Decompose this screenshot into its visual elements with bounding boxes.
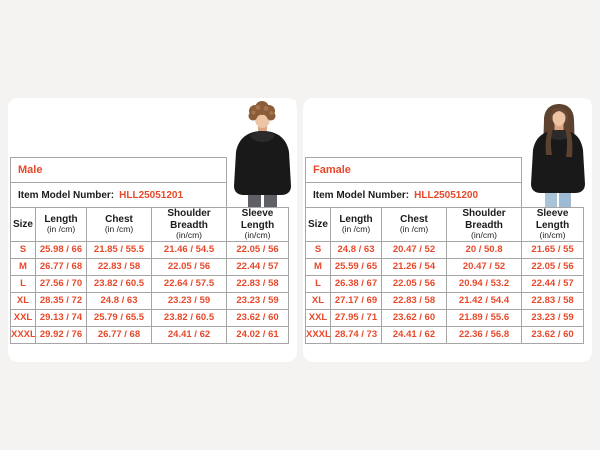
size-cell: XXXL xyxy=(11,326,36,343)
measurement-cell: 26.38 / 67 xyxy=(331,275,382,292)
size-row-m xyxy=(11,258,289,275)
measurement-cell: 21.26 / 54 xyxy=(382,258,447,275)
female-model-figure-icon xyxy=(523,100,591,207)
female-model-image xyxy=(523,100,591,207)
measurement-cell: 22.83 / 58 xyxy=(382,292,447,309)
item-model-number xyxy=(306,183,522,208)
measurement-cell: 21.65 / 55 xyxy=(522,241,584,258)
size-cell: XXL xyxy=(11,309,36,326)
measurement-cell: 29.92 / 76 xyxy=(36,326,87,343)
male-size-chart-card xyxy=(8,98,297,362)
measurement-cell: 27.95 / 71 xyxy=(331,309,382,326)
measurement-cell: 23.82 / 60.5 xyxy=(152,309,227,326)
size-cell: M xyxy=(306,258,331,275)
size-cell: XXL xyxy=(306,309,331,326)
size-row-xxl xyxy=(306,309,584,326)
measurement-cell: 23.62 / 60 xyxy=(522,326,584,343)
measurement-cell: 24.8 / 63 xyxy=(87,292,152,309)
column-header-shoulder: Shoulder Breadth (in/cm) xyxy=(447,208,522,242)
measurement-cell: 22.83 / 58 xyxy=(522,292,584,309)
measurement-cell: 25.59 / 65 xyxy=(331,258,382,275)
column-header-chest: Chest (in /cm) xyxy=(382,208,447,242)
size-cell: L xyxy=(11,275,36,292)
measurement-cell: 22.83 / 58 xyxy=(87,258,152,275)
measurement-cell: 26.77 / 68 xyxy=(36,258,87,275)
measurement-cell: 23.82 / 60.5 xyxy=(87,275,152,292)
measurement-cell: 20.47 / 52 xyxy=(447,258,522,275)
size-row-s xyxy=(11,241,289,258)
measurement-cell: 22.05 / 56 xyxy=(382,275,447,292)
size-cell: XL xyxy=(306,292,331,309)
measurement-cell: 20 / 50.8 xyxy=(447,241,522,258)
measurement-cell: 24.8 / 63 xyxy=(331,241,382,258)
measurement-cell: 23.23 / 59 xyxy=(522,309,584,326)
measurement-cell: 23.62 / 60 xyxy=(227,309,289,326)
measurement-cell: 25.98 / 66 xyxy=(36,241,87,258)
size-cell: S xyxy=(11,241,36,258)
gender-label: Male xyxy=(11,158,227,183)
size-row-s xyxy=(306,241,584,258)
measurement-cell: 28.35 / 72 xyxy=(36,292,87,309)
size-row-xxl xyxy=(11,309,289,326)
measurement-cell: 24.02 / 61 xyxy=(227,326,289,343)
column-header-shoulder: Shoulder Breadth (in/cm) xyxy=(152,208,227,242)
item-model-number-label: Item Model Number: xyxy=(313,189,410,201)
measurement-cell: 23.23 / 59 xyxy=(152,292,227,309)
measurement-cell: 22.64 / 57.5 xyxy=(152,275,227,292)
item-model-number-label: Item Model Number: xyxy=(18,189,115,201)
size-row-xxxl xyxy=(11,326,289,343)
measurement-cell: 23.23 / 59 xyxy=(227,292,289,309)
column-header-chest: Chest (in /cm) xyxy=(87,208,152,242)
measurement-cell: 22.05 / 56 xyxy=(152,258,227,275)
column-header-sleeve: Sleeve Length (in/cm) xyxy=(227,208,289,242)
measurement-cell: 22.36 / 56.8 xyxy=(447,326,522,343)
size-row-xl xyxy=(11,292,289,309)
size-row-xl xyxy=(306,292,584,309)
measurement-cell: 22.05 / 56 xyxy=(522,258,584,275)
size-row-m xyxy=(306,258,584,275)
measurement-cell: 27.56 / 70 xyxy=(36,275,87,292)
male-model-image xyxy=(228,100,296,207)
measurement-cell: 21.46 / 54.5 xyxy=(152,241,227,258)
measurement-cell: 22.05 / 56 xyxy=(227,241,289,258)
measurement-cell: 24.41 / 62 xyxy=(382,326,447,343)
measurement-cell: 22.44 / 57 xyxy=(227,258,289,275)
measurement-cell: 20.94 / 53.2 xyxy=(447,275,522,292)
measurement-cell: 21.85 / 55.5 xyxy=(87,241,152,258)
item-model-number-value: HLL25051201 xyxy=(119,189,184,201)
measurement-cell: 24.41 / 62 xyxy=(152,326,227,343)
measurement-cell: 26.77 / 68 xyxy=(87,326,152,343)
column-header-length: Length (in /cm) xyxy=(331,208,382,242)
size-row-l xyxy=(11,275,289,292)
item-model-number-value: HLL25051200 xyxy=(414,189,479,201)
column-header-length: Length (in /cm) xyxy=(36,208,87,242)
measurement-cell: 29.13 / 74 xyxy=(36,309,87,326)
measurement-cell: 22.44 / 57 xyxy=(522,275,584,292)
column-header-size: Size xyxy=(11,208,36,242)
measurement-cell: 28.74 / 73 xyxy=(331,326,382,343)
measurement-cell: 21.89 / 55.6 xyxy=(447,309,522,326)
table-header-row xyxy=(306,208,584,242)
measurement-cell: 22.83 / 58 xyxy=(227,275,289,292)
size-cell: L xyxy=(306,275,331,292)
measurement-cell: 20.47 / 52 xyxy=(382,241,447,258)
male-model-figure-icon xyxy=(228,100,296,207)
measurement-cell: 27.17 / 69 xyxy=(331,292,382,309)
item-model-number xyxy=(11,183,227,208)
female-size-chart-card xyxy=(303,98,592,362)
gender-label: Famale xyxy=(306,158,522,183)
size-row-l xyxy=(306,275,584,292)
column-header-size: Size xyxy=(306,208,331,242)
column-header-sleeve: Sleeve Length (in/cm) xyxy=(522,208,584,242)
measurement-cell: 25.79 / 65.5 xyxy=(87,309,152,326)
size-cell: XL xyxy=(11,292,36,309)
measurement-cell: 23.62 / 60 xyxy=(382,309,447,326)
size-cell: XXXL xyxy=(306,326,331,343)
measurement-cell: 21.42 / 54.4 xyxy=(447,292,522,309)
size-cell: S xyxy=(306,241,331,258)
size-row-xxxl xyxy=(306,326,584,343)
size-cell: M xyxy=(11,258,36,275)
table-header-row xyxy=(11,208,289,242)
